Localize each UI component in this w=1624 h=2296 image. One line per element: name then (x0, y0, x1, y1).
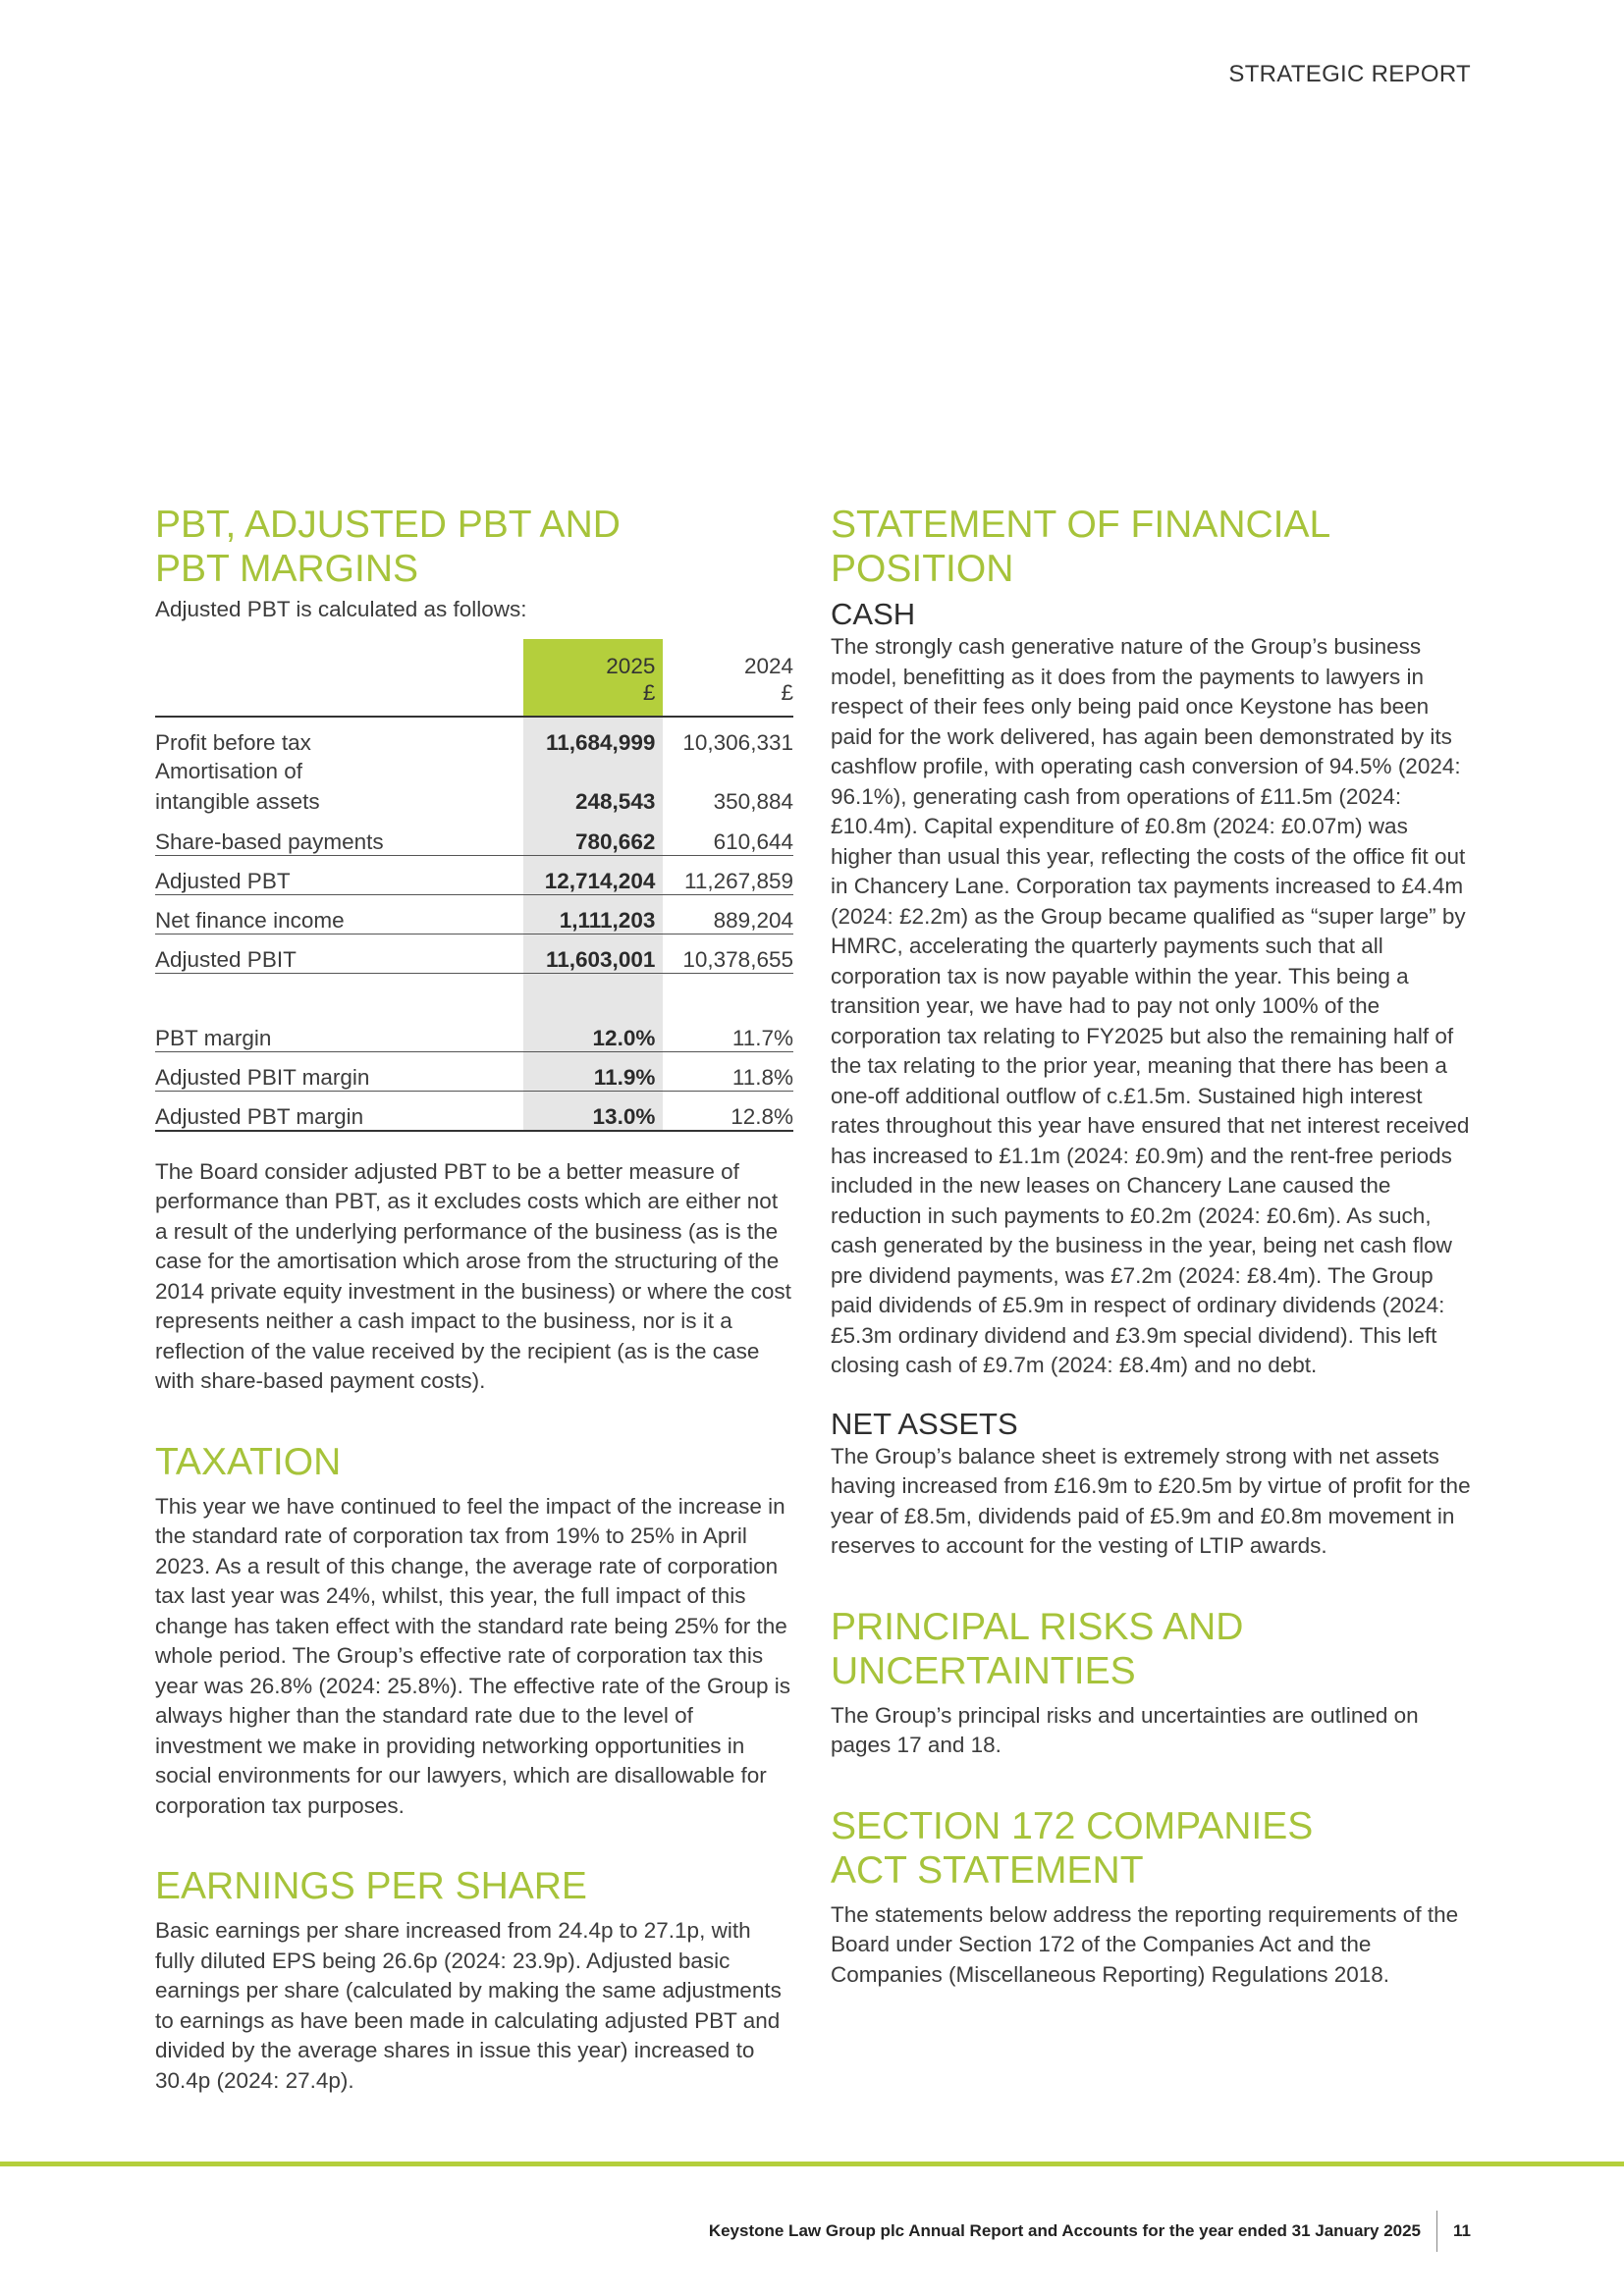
table-header-blank (155, 639, 523, 717)
cash-heading: CASH (831, 597, 916, 631)
taxation-body: This year we have continued to feel the impact of the increase in the standard rate of corporation tax from 19% to 25% in April 2023. As a result of this change, the average rate of corporation tax last year was 24%, whilst, this year, the full impact of this change has taken effect with the standard rate being 25% for the whole period. The Group’s effective rate of corporation tax this year was 26.8% (2024: 25.8%). The effective rate of the Group is always higher than the standard rate due to the level of investment we make in providing networking opportunities in social environments for our lawyers, which are disallowable for corporation tax purposes. (155, 1493, 791, 1818)
spacer-cell (523, 973, 664, 1013)
risks-body: The Group’s principal risks and uncertainties are outlined on pages 17 and 18. (831, 1702, 1419, 1757)
s172-heading: SECTION 172 COMPANIES ACT STATEMENT (831, 1804, 1314, 1892)
row-value-2025: 11,603,001 (523, 934, 664, 973)
footer-rule (0, 2162, 1624, 2166)
row-label: Adjusted PBT (155, 855, 523, 894)
pbt-body: The Board consider adjusted PBT to be a better measure of performance than PBT, as it excludes costs which are either not a result of the underlying performance of the business (as is the case for the amortisation which arose from the structuring of the 2014 private equity investment in the business) or where the cost represents neither a cash impact to the business, nor is it a reflection of the value received by the recipient (as is the case with share-based payment costs). (155, 1158, 791, 1393)
eps-heading: EARNINGS PER SHARE (155, 1865, 587, 1907)
taxation-heading: TAXATION (155, 1440, 342, 1483)
right-column (831, 503, 1473, 1990)
table-row (155, 1051, 793, 1091)
row-value-2025: 11.9% (523, 1051, 664, 1091)
row-value-2024: 11.8% (663, 1051, 793, 1091)
table-row (155, 756, 793, 817)
row-value-2024: 889,204 (663, 894, 793, 934)
risks-heading: PRINCIPAL RISKS AND UNCERTAINTIES (831, 1605, 1244, 1692)
pbt-heading: PBT, ADJUSTED PBT AND PBT MARGINS (155, 504, 621, 590)
page-number: 11 (1453, 2221, 1471, 2240)
net-assets-heading: NET ASSETS (831, 1406, 1018, 1441)
table-row (155, 894, 793, 934)
sofp-heading: STATEMENT OF FINANCIAL POSITION (831, 504, 1329, 590)
footer-divider (1436, 2211, 1437, 2252)
row-label: Amortisation of intangible assets (155, 758, 320, 814)
row-value-2025: 12,714,204 (523, 855, 664, 894)
footer-text: Keystone Law Group plc Annual Report and Accounts for the year ended 31 January 2025 (708, 2221, 1422, 2240)
row-label: PBT margin (155, 1013, 523, 1052)
row-value-2025: 1,111,203 (523, 894, 664, 934)
header-2024-unit: £ (781, 679, 793, 705)
spacer-cell (155, 973, 523, 1013)
row-value-2024: 11,267,859 (663, 855, 793, 894)
row-value-2025: 12.0% (523, 1013, 664, 1052)
table-header-2025 (523, 639, 664, 717)
row-value-2024: 12.8% (663, 1091, 793, 1131)
header-2025-year: 2025 (606, 653, 656, 678)
row-value-2025: 11,684,999 (523, 717, 664, 756)
table-row (155, 817, 793, 856)
row-value-2024: 610,644 (663, 817, 793, 856)
table-header-2024 (663, 639, 793, 717)
spacer-cell (663, 973, 793, 1013)
table-header-row (155, 639, 793, 717)
row-label: Adjusted PBIT margin (155, 1051, 523, 1091)
row-label: Net finance income (155, 894, 523, 934)
row-label: Share-based payments (155, 817, 523, 856)
eps-body: Basic earnings per share increased from 24.4p to 27.1p, with fully diluted EPS being 26.6p (2024: 23.9p). Adjusted basic earnings per share (calculated by making the same adjustments to earnings as have been made in calculating adjusted PBT and divided by the average shares in issue this year) increased to 30.4p (2024: 27.4p). (155, 1918, 782, 2093)
table-row (155, 855, 793, 894)
row-value-2025: 13.0% (523, 1091, 664, 1131)
row-value-2024: 350,884 (713, 788, 793, 814)
pbt-intro: Adjusted PBT is calculated as follows: (155, 597, 527, 621)
header-2025-unit: £ (642, 679, 656, 705)
row-label: Profit before tax (155, 717, 523, 756)
row-value-2025: 780,662 (523, 817, 664, 856)
table-spacer-row (155, 973, 793, 1013)
table-row (155, 1091, 793, 1131)
table-row (155, 934, 793, 973)
row-value-2024: 10,378,655 (663, 934, 793, 973)
row-value-2025: 248,543 (523, 756, 664, 817)
net-assets-body: The Group’s balance sheet is extremely strong with net assets having increased from £16.9m to £20.5m by virtue of profit for the year of £8.5m, dividends paid of £5.9m and £0.8m movement in reserves to account for the vesting of LTIP awards. (831, 1443, 1471, 1558)
cash-body: The strongly cash generative nature of the Group’s business model, benefitting as it does from the payments to lawyers in respect of their fees only being paid once Keystone has been paid for the work delivered, has again been demonstrated by its cashflow profile, with operating cash conversion of 94.5% (2024: 96.1%), generating cash from operations of £11.5m (2024: £10.4m). Capital expenditure of £0.8m (2024: £0.07m) was higher than usual this year, reflecting the costs of the office fit out in Chancery Lane. Corporation tax payments increased to £4.4m (2024: £2.2m) as the Group became qualified as “super large” by HMRC, accelerating the quarterly payments such that all corporation tax is now payable within the year. This being a transition year, we have had to pay not only 100% of the corporation tax relating to FY2025 but also the remaining half of the tax relating to the prior year, meaning that there has been a one-off additional outflow of c.£1.5m. Sustained high interest rates throughout this year have ensured that net interest received has increased to £1.1m (2024: £0.9m) and the rent-free periods included in the new leases on Chancery Lane caused the reduction in such payments to £0.2m (2024: £0.6m). As such, cash generated by the business in the year, being net cash flow pre dividend payments, was £7.2m (2024: £8.4m). The Group paid dividends of £5.9m in respect of ordinary dividends (2024: £5.3m ordinary dividend and £3.9m special dividend). This left closing cash of £9.7m (2024: £8.4m) and no debt. (831, 634, 1470, 1377)
header-2024-year: 2024 (743, 653, 793, 678)
adjusted-pbt-table (155, 639, 793, 1132)
row-value-2024: 10,306,331 (663, 717, 793, 756)
s172-body: The statements below address the reporting requirements of the Board under Section 172 of the Companies Act and the Companies (Miscellaneous Reporting) Regulations 2018. (831, 1901, 1459, 1987)
table-row (155, 717, 793, 756)
row-value-2024: 11.7% (663, 1013, 793, 1052)
left-column (155, 503, 793, 2096)
row-label: Adjusted PBIT (155, 934, 523, 973)
row-label: Adjusted PBT margin (155, 1091, 523, 1131)
section-label: STRATEGIC REPORT (1228, 61, 1471, 87)
page-footer (709, 2214, 1471, 2249)
table-row (155, 1013, 793, 1052)
